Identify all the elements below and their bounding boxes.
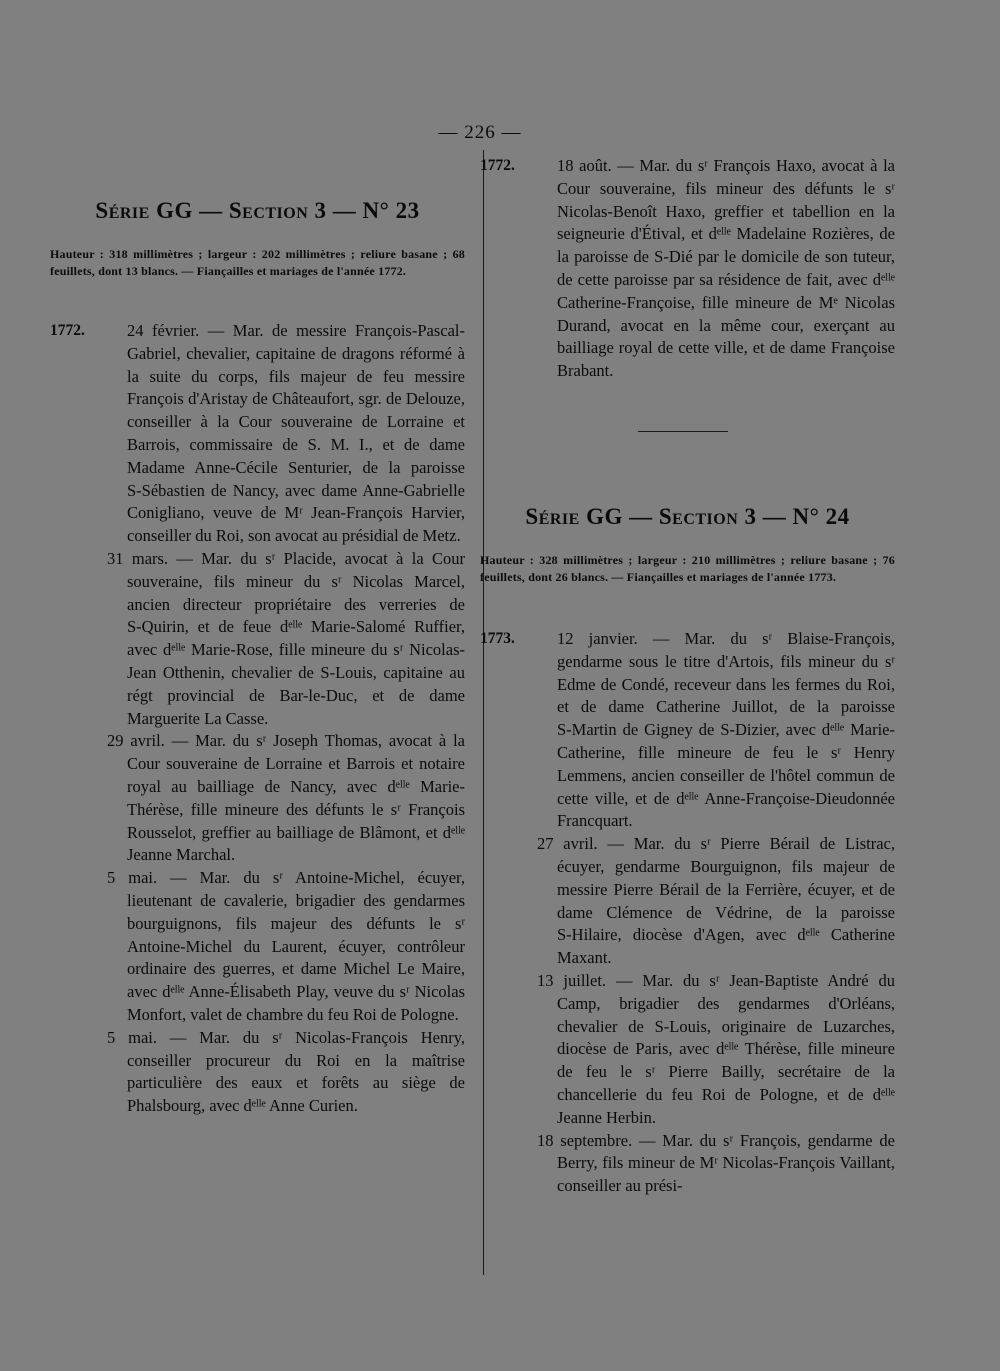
entry-text: — Mar. du sʳ Nicolas-François Henry, conseiller procureur du Roi en la maîtrise particulière des eaux et forêts au siège de Phalsbourg, avec dᵉˡˡᵉ Anne Curien. — [127, 1027, 465, 1116]
section-heading-24 — [480, 504, 895, 530]
marriage-entry — [50, 730, 465, 867]
marriage-entry — [480, 833, 895, 970]
entry-date: 12 janvier. — [557, 628, 638, 648]
entry-text: — Mar. du sʳ Pierre Bérail de Listrac, écuyer, gendarme Bourguignon, fils majeur de messire Pierre Bérail de la Ferrière, écuyer, et de dame Clémence de Védrine, de la paroisse S‑Hilaire, diocèse d'Agen, avec dᵉˡˡᵉ Catherine Maxant. — [557, 834, 895, 968]
marriage-entry — [50, 867, 465, 1027]
entry-text: — Mar. du sʳ Joseph Thomas, avocat à la Cour souveraine de Lorraine et Barrois et notaire royal au bailliage de Nancy, avec dᵉˡˡᵉ Marie-Thérèse, fille mineure des défunts le sʳ François Rousselot, greffier au bailliage de Blâmont, et dᵉˡˡᵉ Jeanne Marchal. — [127, 731, 465, 865]
entry-date: 5 mai. — [107, 1027, 157, 1047]
separator-rule — [638, 431, 728, 432]
heading-prefix: Série GG — Section 3 — N° — [525, 503, 820, 529]
marriage-entry — [50, 1027, 465, 1118]
entry-text: — Mar. du sʳ Blaise-François, gendarme sous le titre d'Artois, fils mineur du sʳ Edme de Condé, receveur dans les fermes du Roi, et de dame Catherine Juillot, de la paroisse S‑Martin de Gigney de S‑Dizier, avec dᵉˡˡᵉ Marie-Catherine, fille mineure de feu le sʳ Henry Lemmens, ancien conseiller de l'hôtel commun de cette ville, et de dᵉˡˡᵉ Anne-Françoise-Dieudonnée Francquart. — [557, 628, 895, 831]
left-column — [50, 198, 465, 1118]
marriage-entry — [480, 970, 895, 1130]
entry-date: 18 septembre. — [537, 1130, 633, 1150]
entry-date: 31 mars. — [107, 548, 169, 568]
register-description: Hauteur : 328 millimètres ; largeur : 210 millimètres ; reliure basane ; 76 feuillets, dont 26 blancs. — Fiançailles et mariages de l'année 1773. — [480, 552, 895, 584]
page-number: — 226 — — [438, 122, 522, 143]
entry-year: 1772. — [50, 322, 85, 339]
entry-text: — Mar. du sʳ Antoine-Michel, écuyer, lieutenant de cavalerie, brigadier des gendarmes bourguignons, fils majeur des défunts le sʳ Antoine-Michel du Laurent, écuyer, contrôleur ordinaire des guerres, et dame Michel Le Maire, avec dᵉˡˡᵉ Anne-Élisabeth Play, veuve du sʳ Nicolas Monfort, valet de chambre du feu Roi de Pologne. — [127, 868, 465, 1024]
entry-date: 5 mai. — [107, 868, 158, 888]
marriage-entry — [480, 155, 895, 383]
marriage-entry — [50, 320, 465, 548]
entry-date: 29 avril. — [107, 731, 165, 751]
entry-date: 24 février. — [127, 321, 200, 340]
entry-year: 1773. — [480, 629, 515, 647]
entry-text: — Mar. du sʳ Placide, avocat à la Cour souveraine, fils mineur du sʳ Nicolas Marcel, ancien directeur propriétaire des verreries de S‑Quirin, et de feue dᵉˡˡᵉ Marie-Salomé Ruffier, avec dᵉˡˡᵉ Marie-Rose, fille mineure du sʳ Nicolas-Jean Otthenin, chevalier de S‑Louis, capitaine au régt provincial de Bar-le-Duc, et de dame Marguerite La Casse. — [127, 548, 465, 728]
marriage-entry — [50, 548, 465, 730]
register-description: Hauteur : 318 millimètres ; largeur : 202 millimètres ; reliure basane ; 68 feuillets, dont 13 blancs. — Fiançailles et mariages de l'année 1772. — [50, 247, 465, 278]
entry-date: 18 août. — [557, 156, 612, 175]
section-heading-23 — [50, 198, 465, 224]
entry-text: — Mar. du sʳ Jean-Baptiste André du Camp, brigadier des gendarmes d'Orléans, chevalier de S‑Louis, originaire de Luzarches, diocèse de Paris, avec dᵉˡˡᵉ Thérèse, fille mineure de feu le sʳ Pierre Bailly, secrétaire de la chancellerie du feu Roi de Pologne, et de dᵉˡˡᵉ Jeanne Herbin. — [557, 970, 895, 1127]
entry-year: 1772. — [480, 157, 515, 174]
entry-text: — Mar. du sʳ François Haxo, avocat à la Cour souveraine, fils mineur des défunts le sʳ Nicolas-Benoît Haxo, greffier et tabellion en la seigneurie d'Étival, et dᵉˡˡᵉ Madelaine Rozières, de la paroisse de S‑Dié par le domicile de son tuteur, de cette paroisse par sa résidence de fait, avec dᵉˡˡᵉ Catherine-Françoise, fille mineure de Mᵉ Nicolas Durand, avocat en la même cour, exerçant au bailliage royal de cette ville, et de dame Françoise Brabant. — [557, 156, 895, 381]
heading-number: 23 — [395, 198, 420, 223]
marriage-entry — [480, 628, 895, 833]
entry-date: 27 avril. — [537, 834, 598, 854]
right-column — [480, 155, 895, 1198]
marriage-entry — [480, 1130, 895, 1198]
entry-text: — Mar. de messire François-Pascal-Gabriel, chevalier, capitaine de dragons réformé à la suite du corps, fils majeur de feu messire François d'Aristay de Châteaufort, sgr. de Delouze, conseiller à la Cour souveraine de Lorraine et Barrois, commissaire de S. M. I., et de dame Madame Anne-Cécile Senturier, de la paroisse S‑Sébastien de Nancy, avec dame Anne-Gabrielle Conigliano, veuve de Mʳ Jean-François Harvier, conseiller du Roi, son avocat au présidial de Metz. — [127, 321, 465, 546]
entry-date: 13 juillet. — [537, 970, 607, 990]
heading-number: 24 — [825, 503, 850, 529]
entry-text: — Mar. du sʳ François, gendarme de Berry, fils mineur de Mʳ Nicolas-François Vaillant, conseiller au prési- — [557, 1130, 895, 1196]
heading-prefix: Série GG — Section 3 — N° — [95, 198, 390, 223]
